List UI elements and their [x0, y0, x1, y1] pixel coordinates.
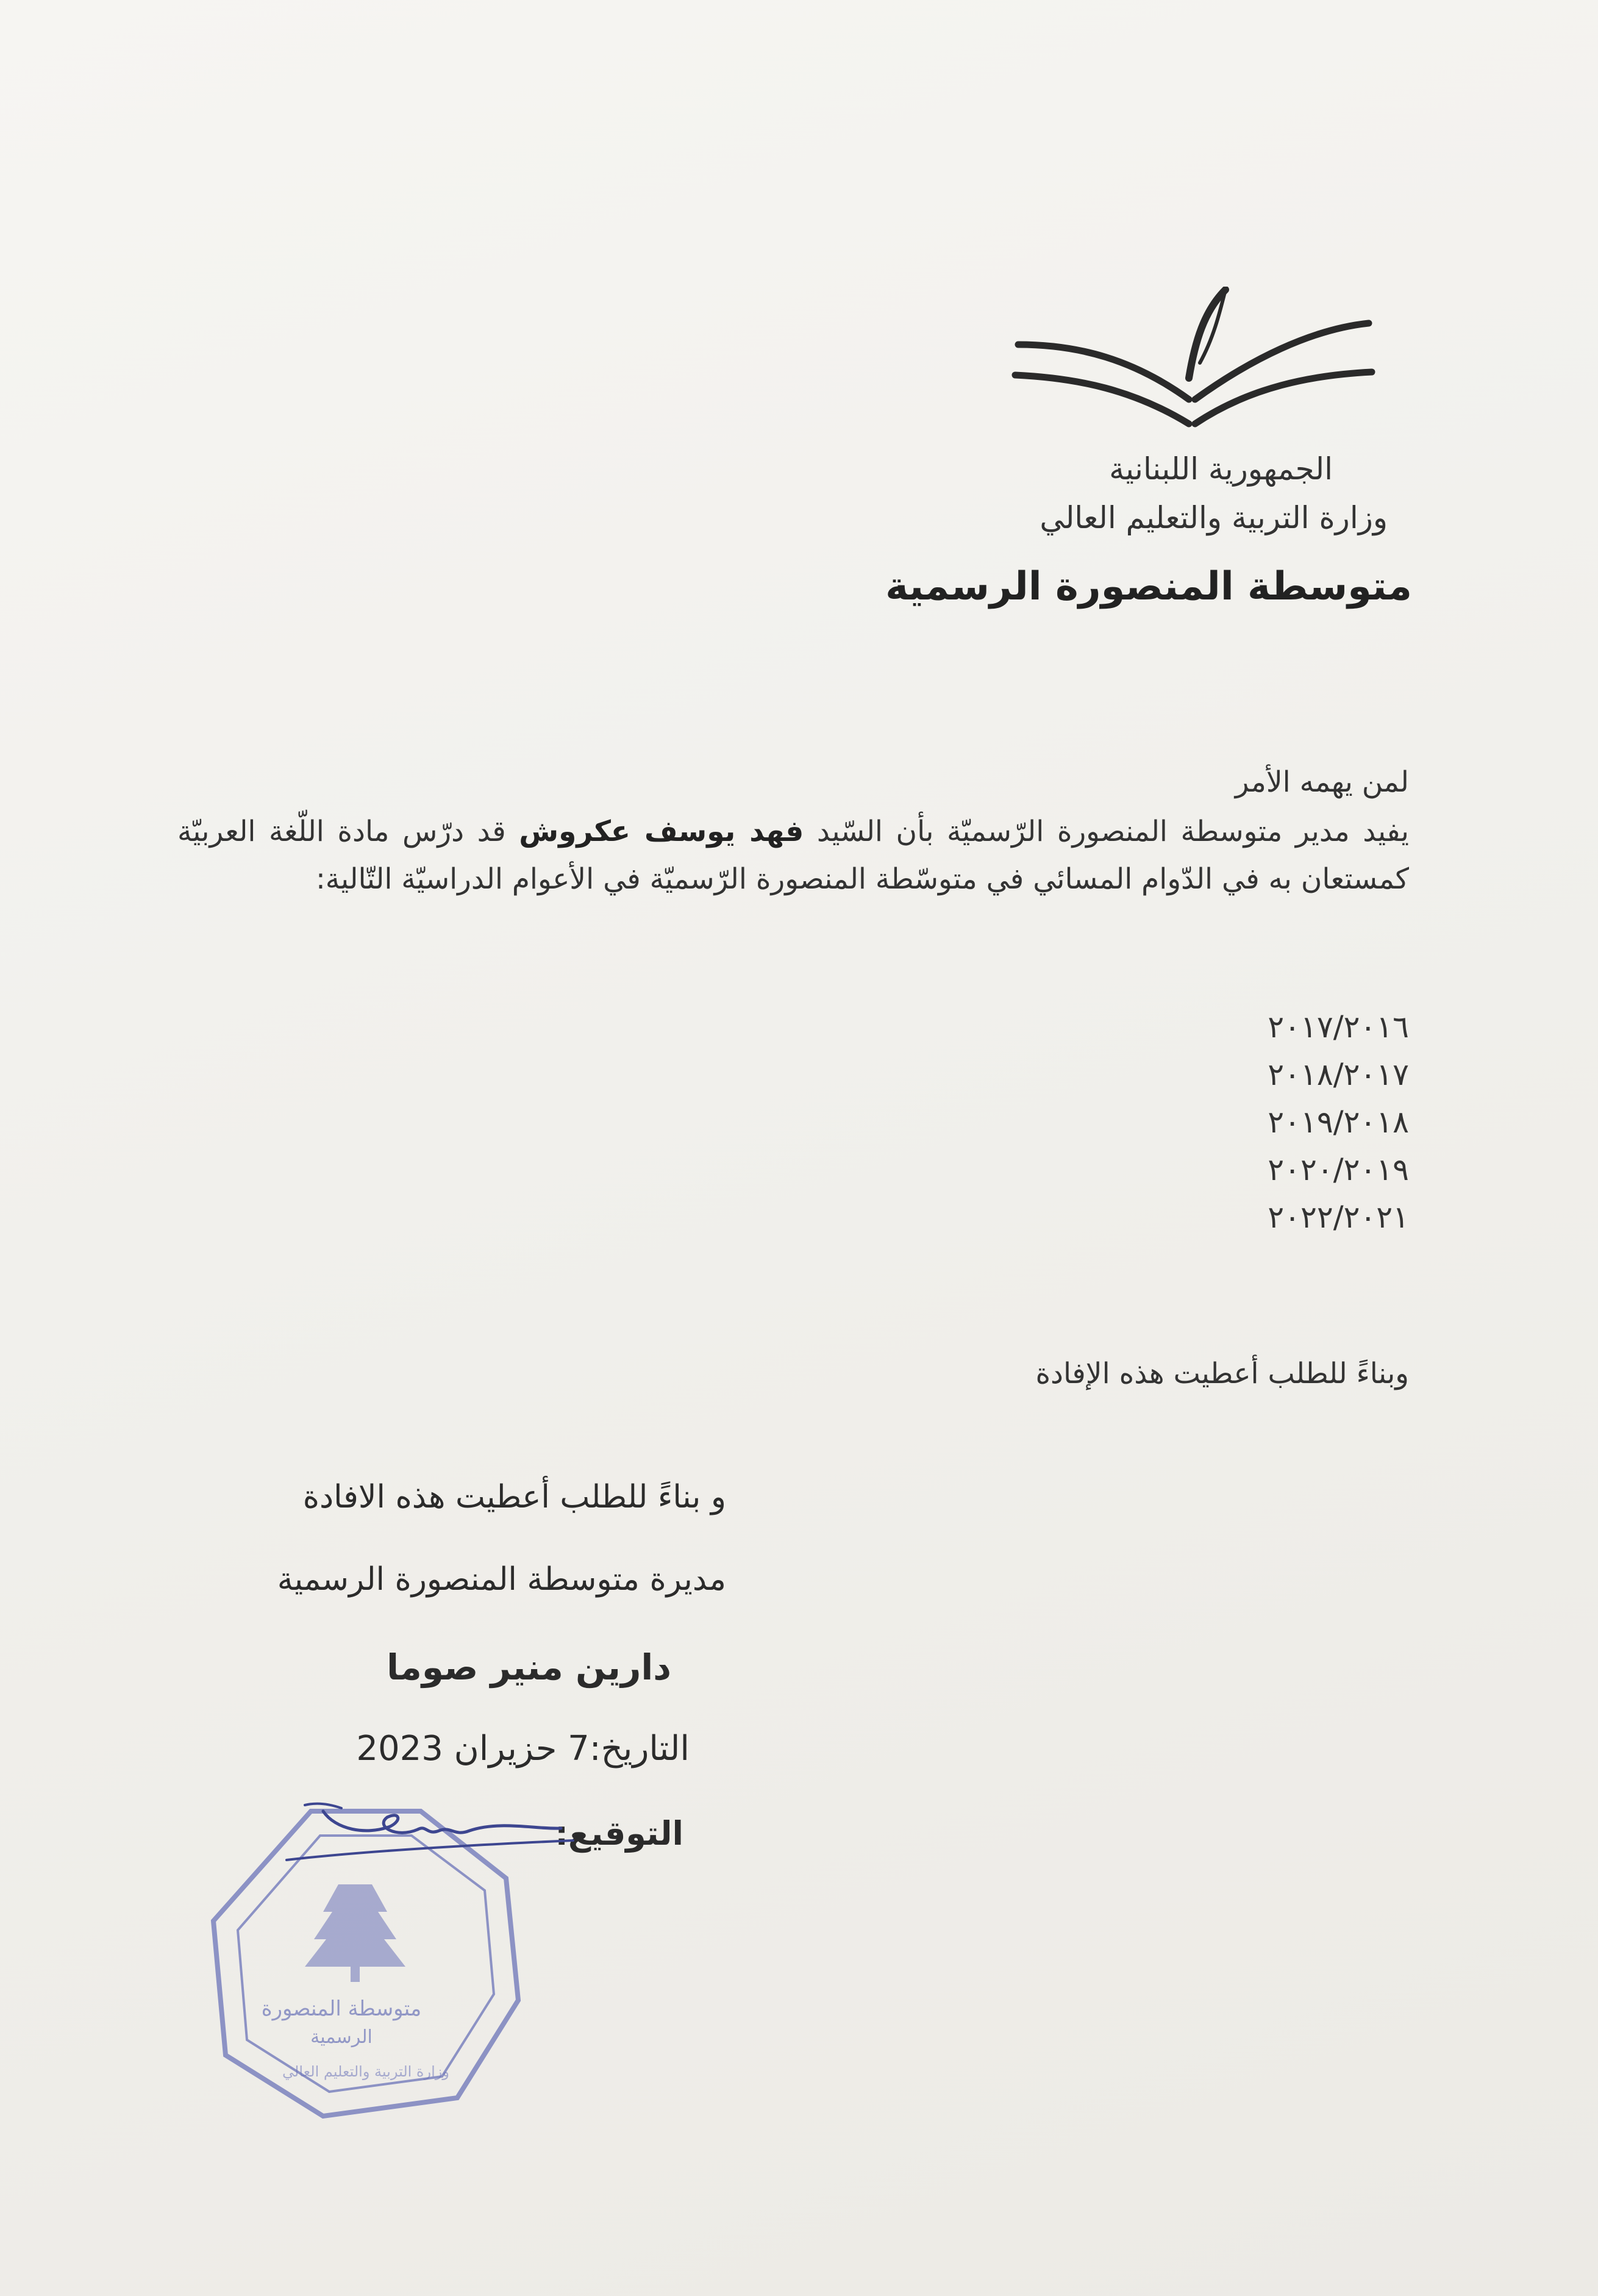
signature-closing: و بناءً للطلب أعطيت هذه الافادة: [302, 1479, 726, 1515]
year-item: ٢٠٢٢/٢٠٢١: [1268, 1200, 1409, 1235]
date-line: التاريخ:7 حزيران 2023: [356, 1729, 690, 1768]
year-item: ٢٠٢٠/٢٠١٩: [1268, 1152, 1409, 1187]
director-name: دارين منير صوما: [387, 1647, 671, 1688]
republic-name: الجمهورية اللبنانية: [1109, 451, 1333, 487]
recipient-line: لمن يهمه الأمر: [1235, 765, 1409, 799]
ministry-name: وزارة التربية والتعليم العالي: [1040, 500, 1388, 535]
handwritten-signature-icon: [244, 1793, 585, 1878]
letter-paragraph: [177, 808, 1409, 903]
signature-label: التوقيع:: [555, 1814, 683, 1853]
stamp-school-text: متوسطة المنصورة: [261, 1997, 422, 2021]
paragraph-rest: قد درّس مادة اللّغة العربيّة كمستعان به في الدّوام المسائي في متوسّطة المنصورة الرّسميّة في الأعوام الدراسيّة التّالية:: [177, 815, 1409, 896]
stamp-official-text: الرسمية: [310, 2026, 373, 2048]
year-item: ٢٠١٩/٢٠١٨: [1268, 1104, 1409, 1140]
letter-closing: وبناءً للطلب أعطيت هذه الإفادة: [1035, 1357, 1409, 1390]
year-item: ٢٠١٧/٢٠١٦: [1268, 1009, 1409, 1045]
academic-years-list: [1165, 1003, 1409, 1241]
school-title: متوسطة المنصورة الرسمية: [885, 564, 1412, 609]
director-title: مديرة متوسطة المنصورة الرسمية: [277, 1561, 726, 1598]
stamp-ministry-text: وزارة التربية والتعليم العالي: [282, 2063, 449, 2080]
person-name: فهد يوسف عكروش: [519, 815, 804, 848]
ministry-logo-icon: [1006, 287, 1384, 451]
paragraph-start: يفيد مدير متوسطة المنصورة الرّسميّة بأن السّيد: [804, 815, 1409, 848]
year-item: ٢٠١٨/٢٠١٧: [1268, 1057, 1409, 1092]
